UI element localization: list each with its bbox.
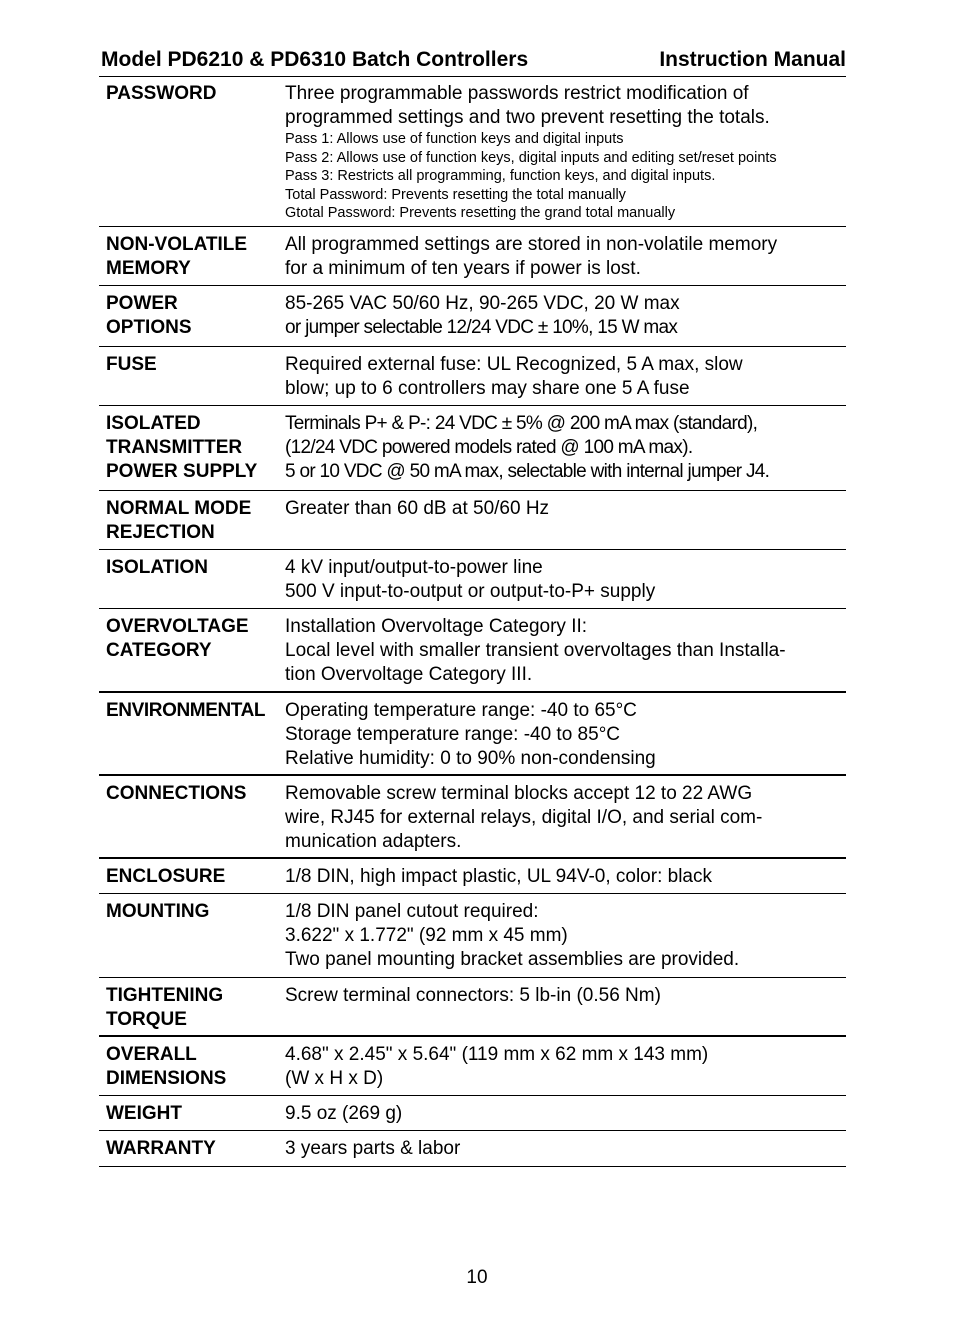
spec-value (285, 292, 846, 342)
spec-line: Screw terminal connectors: 5 lb-in (0.56 Nm) (285, 985, 661, 1006)
spec-row-enclosure (99, 859, 846, 894)
spec-label: PASSWORD (106, 83, 217, 104)
spec-line: 4.68" x 2.45" x 5.64" (119 mm x 62 mm x 143 mm) (285, 1044, 709, 1065)
spec-row-tightening-torque (99, 978, 846, 1037)
spec-value (285, 556, 846, 604)
spec-value (285, 497, 846, 545)
spec-line: Storage temperature range: -40 to 85°C (285, 724, 621, 745)
spec-line: munication adapters. (285, 831, 462, 852)
spec-line: 3.622" x 1.772" (92 mm x 45 mm) (285, 925, 568, 946)
spec-label: ISOLATION (106, 557, 209, 578)
spec-line: All programmed settings are stored in non-volatile memory (285, 234, 778, 255)
spec-row-overall-dimensions (99, 1037, 846, 1096)
spec-line: Local level with smaller transient overvoltages than Installa- (285, 640, 786, 661)
spec-label: WARRANTY (106, 1138, 216, 1159)
spec-line: 500 V input-to-output or output-to-P+ supply (285, 581, 656, 602)
spec-detail-line: Gtotal Password: Prevents resetting the grand total manually (285, 205, 676, 222)
spec-detail-line: Pass 1: Allows use of function keys and digital inputs (285, 131, 624, 147)
spec-row-isolated-transmitter-power-supply (99, 406, 846, 491)
spec-row-warranty (99, 1131, 846, 1167)
spec-line: Required external fuse: UL Recognized, 5 A max, slow (285, 354, 743, 375)
spec-label: POWER OPTIONS (106, 293, 192, 338)
spec-line: Three programmable passwords restrict modification of (285, 83, 749, 104)
spec-line: (12/24 VDC powered models rated @ 100 mA max). (285, 437, 693, 458)
spec-row-connections (99, 776, 846, 859)
spec-row-normal-mode-rejection (99, 491, 846, 550)
spec-row-isolation (99, 550, 846, 609)
spec-row-environmental (99, 693, 846, 776)
spec-label: WEIGHT (106, 1103, 182, 1124)
spec-value (285, 1137, 846, 1162)
spec-label: ISOLATED TRANSMITTER POWER SUPPLY (106, 413, 258, 482)
spec-line: blow; up to 6 controllers may share one 5 A fuse (285, 378, 690, 399)
spec-line: 4 kV input/output-to-power line (285, 557, 543, 578)
spec-label: FUSE (106, 354, 157, 375)
spec-line: Greater than 60 dB at 50/60 Hz (285, 498, 550, 519)
spec-detail-line: Pass 3: Restricts all programming, function keys, and digital inputs. (285, 168, 716, 185)
spec-value (285, 782, 846, 853)
spec-line: 3 years parts & labor (285, 1138, 461, 1159)
document-title: Model PD6210 & PD6310 Batch Controllers (101, 48, 529, 71)
page-number: 10 (466, 1267, 488, 1288)
spec-label: ENVIRONMENTAL (106, 700, 266, 721)
spec-line: programmed settings and two prevent resetting the totals. (285, 107, 770, 128)
spec-line: wire, RJ45 for external relays, digital I/O, and serial com- (285, 807, 763, 828)
spec-value (285, 1102, 846, 1126)
spec-line: 9.5 oz (269 g) (285, 1103, 403, 1124)
spec-row-password (99, 77, 846, 227)
spec-line: 5 or 10 VDC @ 50 mA max, selectable with internal jumper J4. (285, 461, 770, 482)
spec-label: NORMAL MODE REJECTION (106, 498, 252, 543)
spec-value (285, 82, 846, 222)
spec-row-overvoltage-category (99, 609, 846, 693)
spec-row-power-options (99, 286, 846, 347)
spec-label: ENCLOSURE (106, 866, 226, 887)
page-header (101, 46, 846, 74)
spec-value (285, 615, 846, 687)
spec-label: MOUNTING (106, 901, 210, 922)
spec-line: tion Overvoltage Category III. (285, 664, 533, 685)
spec-line: or jumper selectable 12/24 VDC ± 10%, 15 W max (285, 317, 678, 338)
spec-table (99, 77, 846, 1167)
spec-value (285, 865, 846, 889)
spec-line: Terminals P+ & P-: 24 VDC ± 5% @ 200 mA max (standard), (285, 413, 758, 434)
spec-value (285, 412, 846, 486)
spec-line: for a minimum of ten years if power is lost. (285, 258, 641, 279)
spec-label: CONNECTIONS (106, 783, 247, 804)
spec-line: Relative humidity: 0 to 90% non-condensing (285, 748, 656, 769)
spec-line: Removable screw terminal blocks accept 12 to 22 AWG (285, 783, 753, 804)
spec-label: TIGHTENING TORQUE (106, 985, 224, 1030)
spec-line: (W x H x D) (285, 1068, 384, 1089)
spec-label: NON-VOLATILE MEMORY (106, 234, 248, 279)
spec-line: 1/8 DIN, high impact plastic, UL 94V-0, color: black (285, 866, 712, 887)
spec-label: OVERALL DIMENSIONS (106, 1044, 227, 1089)
spec-line: 85-265 VAC 50/60 Hz, 90-265 VDC, 20 W max (285, 293, 680, 314)
spec-row-fuse (99, 347, 846, 406)
manual-label: Instruction Manual (659, 48, 846, 71)
spec-value (285, 699, 846, 770)
spec-line: 1/8 DIN panel cutout required: (285, 901, 539, 922)
spec-line: Operating temperature range: -40 to 65°C (285, 700, 637, 721)
spec-detail-line: Total Password: Prevents resetting the total manually (285, 186, 626, 203)
spec-value (285, 984, 846, 1031)
spec-value (285, 1043, 846, 1091)
spec-row-mounting (99, 894, 846, 978)
spec-line: Installation Overvoltage Category II: (285, 616, 588, 637)
spec-value (285, 900, 846, 973)
spec-detail-line: Pass 2: Allows use of function keys, digital inputs and editing set/reset points (285, 149, 777, 166)
spec-label: OVERVOLTAGE CATEGORY (106, 616, 249, 661)
spec-row-non-volatile-memory (99, 227, 846, 286)
spec-value (285, 233, 846, 281)
spec-line: Two panel mounting bracket assemblies are provided. (285, 949, 740, 970)
spec-row-weight (99, 1096, 846, 1131)
spec-value (285, 353, 846, 401)
